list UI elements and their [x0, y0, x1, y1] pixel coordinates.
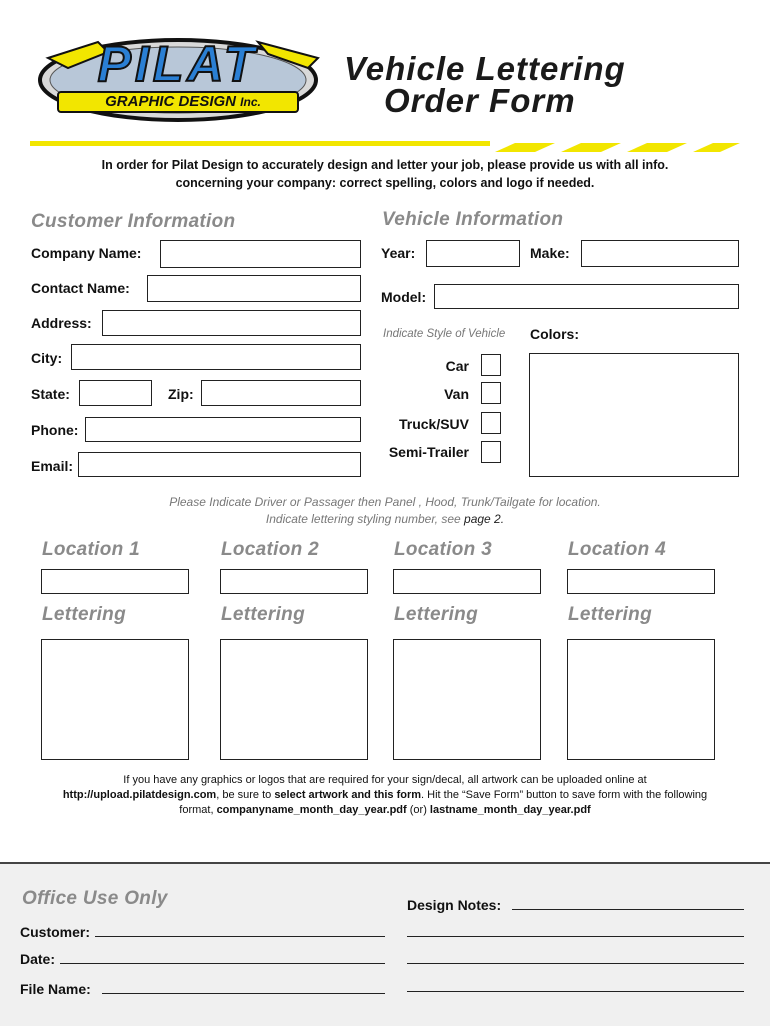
company-logo [28, 28, 328, 128]
state-label: State: [31, 386, 70, 402]
design-notes-label: Design Notes: [407, 897, 502, 913]
upload-note-line2 [0, 788, 770, 803]
logo-tagline [68, 92, 298, 112]
accent-stripes [495, 139, 740, 148]
design-notes-line-2[interactable] [407, 936, 744, 937]
upload-note-mid1: , be sure to [216, 789, 275, 801]
year-field[interactable] [426, 240, 520, 267]
lettering-2-field[interactable] [220, 639, 368, 760]
make-label: Make: [530, 245, 570, 261]
office-heading: Office Use Only [22, 888, 168, 909]
upload-note-or: (or) [406, 804, 430, 816]
logo-brand: PILAT [97, 36, 259, 92]
lettering-3-field[interactable] [393, 639, 541, 760]
intro-line2: concerning your company: correct spelling, colors and logo if needed. [175, 176, 595, 190]
location-1-label: Location 1 [42, 539, 141, 560]
year-label: Year: [381, 245, 416, 261]
intro-line1: In order for Pilat Design to accurately design and letter your job, please provide us with all info. [101, 158, 669, 172]
zip-label: Zip: [168, 386, 194, 402]
page2-link[interactable]: page 2. [464, 512, 505, 526]
model-label: Model: [381, 289, 427, 305]
location-2-label: Location 2 [221, 539, 320, 560]
company-name-field[interactable] [160, 240, 361, 268]
lettering-2-label: Lettering [221, 604, 305, 625]
filename-format-1: companyname_month_day_year.pdf [216, 804, 407, 816]
lettering-1-label: Lettering [42, 604, 126, 625]
accent-bar [30, 141, 490, 146]
logo-tagline-text: GRAPHIC DESIGN [105, 93, 236, 110]
model-field[interactable] [434, 284, 739, 309]
lettering-3-label: Lettering [394, 604, 478, 625]
style-checkbox-van[interactable] [481, 382, 501, 404]
style-label-van: Van [444, 386, 469, 402]
office-use-panel [0, 862, 770, 1026]
upload-note-line3 [0, 803, 770, 818]
office-customer-label: Customer: [20, 924, 91, 940]
style-label-truck: Truck/SUV [398, 416, 469, 432]
upload-note-line1: If you have any graphics or logos that are required for your sign/decal, all artwork can be uploaded online at [123, 774, 647, 786]
make-field[interactable] [581, 240, 739, 267]
design-notes-line-1[interactable] [512, 909, 744, 910]
form-title-line2: Order Form [384, 82, 576, 119]
style-label-car: Car [445, 358, 469, 374]
location-note-prefix: Indicate lettering styling number, see [265, 512, 465, 526]
location-3-label: Location 3 [394, 539, 493, 560]
office-date-label: Date: [20, 951, 56, 967]
location-2-field[interactable] [220, 569, 368, 594]
state-field[interactable] [79, 380, 152, 406]
location-4-label: Location 4 [568, 539, 667, 560]
phone-label: Phone: [31, 422, 79, 438]
upload-url-link[interactable]: http://upload.pilatdesign.com [62, 789, 217, 801]
zip-field[interactable] [201, 380, 361, 406]
filename-format-2: lastname_month_day_year.pdf [429, 804, 591, 816]
upload-note-mid2: . Hit the “Save Form” button to save form with the following [421, 789, 708, 801]
location-note-line2 [0, 511, 770, 527]
email-label: Email: [31, 458, 74, 474]
colors-label: Colors: [530, 326, 579, 342]
office-file-label: File Name: [20, 981, 91, 997]
contact-name-field[interactable] [147, 275, 361, 302]
office-file-line[interactable] [102, 993, 385, 994]
phone-field[interactable] [85, 417, 361, 442]
style-checkbox-semi[interactable] [481, 441, 501, 463]
city-label: City: [31, 350, 63, 366]
vehicle-style-hint: Indicate Style of Vehicle [383, 328, 506, 340]
design-notes-line-3[interactable] [407, 963, 744, 964]
office-date-line[interactable] [60, 963, 385, 964]
company-name-label: Company Name: [31, 245, 142, 261]
upload-note-format-prefix: format, [179, 804, 217, 816]
design-notes-line-4[interactable] [407, 991, 744, 992]
form-title-line1: Vehicle Lettering [344, 50, 626, 87]
contact-name-label: Contact Name: [31, 280, 130, 296]
customer-heading: Customer Information [31, 211, 236, 232]
location-3-field[interactable] [393, 569, 541, 594]
style-checkbox-truck[interactable] [481, 412, 501, 434]
colors-field[interactable] [529, 353, 739, 477]
location-4-field[interactable] [567, 569, 715, 594]
lettering-1-field[interactable] [41, 639, 189, 760]
email-field[interactable] [78, 452, 361, 477]
style-label-semi: Semi-Trailer [388, 444, 469, 460]
address-field[interactable] [102, 310, 361, 336]
vehicle-heading: Vehicle Information [382, 209, 564, 230]
city-field[interactable] [71, 344, 361, 370]
location-1-field[interactable] [41, 569, 189, 594]
lettering-4-field[interactable] [567, 639, 715, 760]
lettering-4-label: Lettering [568, 604, 652, 625]
office-customer-line[interactable] [95, 936, 385, 937]
location-note-line1: Please Indicate Driver or Passager then Panel , Hood, Trunk/Tailgate for location. [169, 495, 601, 509]
style-checkbox-car[interactable] [481, 354, 501, 376]
upload-note-bold: select artwork and this form [274, 789, 422, 801]
logo-suffix: Inc. [240, 95, 261, 109]
address-label: Address: [31, 315, 92, 331]
